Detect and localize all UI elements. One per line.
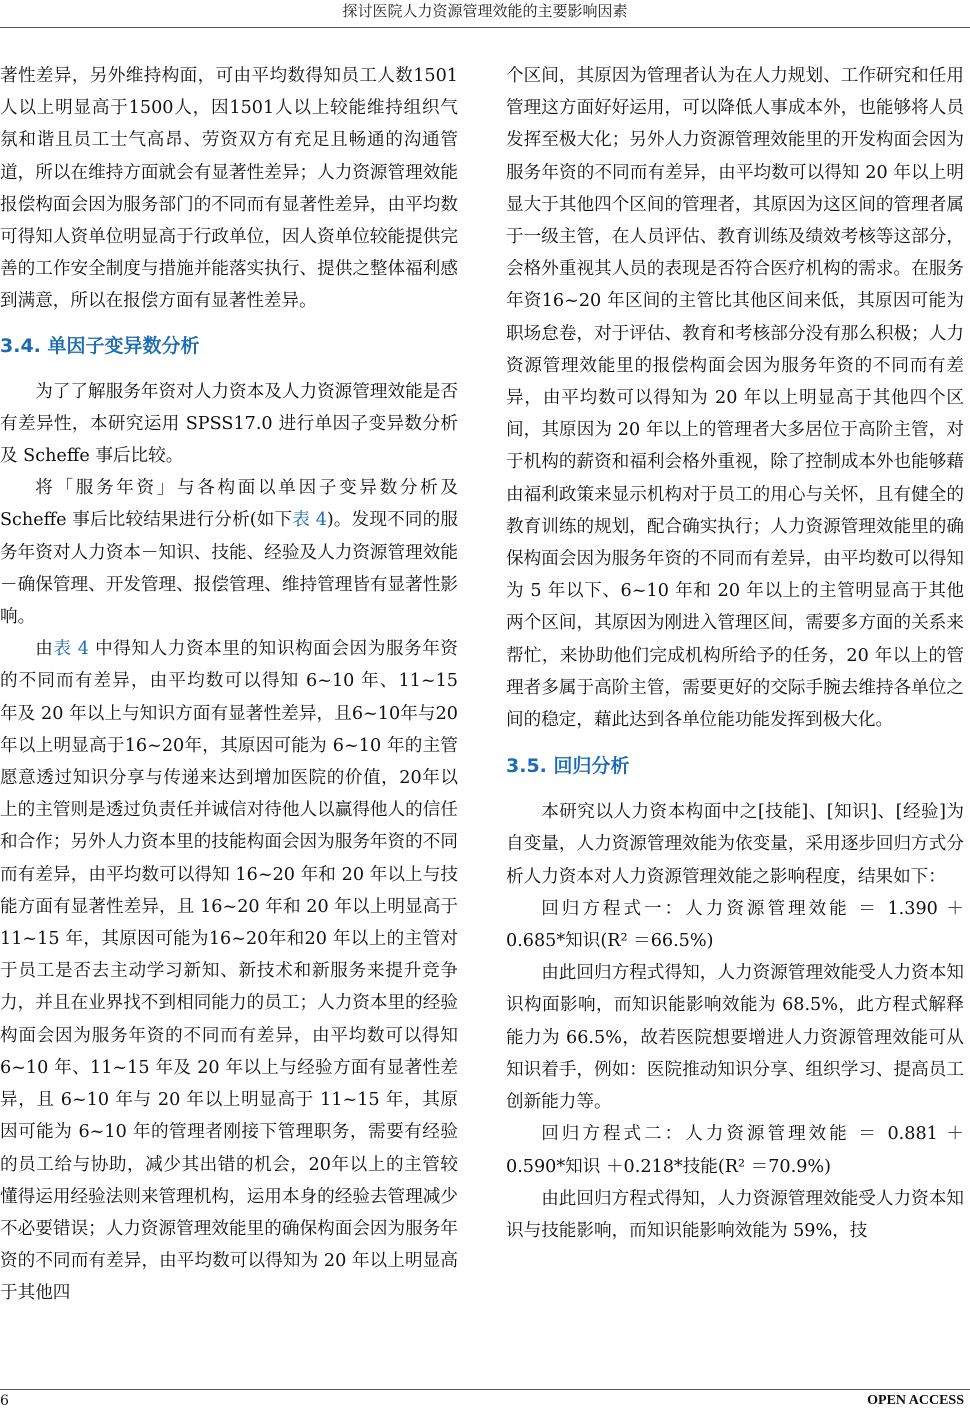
- section-heading-3-5: 3.5. 回归分析: [506, 755, 630, 778]
- paragraph: [0, 633, 458, 1309]
- text-span: )。发现不同的服务年资对人力资本－知识、技能、经验及人力资源管理效能－确保管理、开发管理、报偿管理、维持管理皆有显著性影响。: [0, 510, 458, 628]
- table-4-link[interactable]: 表 4: [292, 510, 327, 531]
- text-span: 将「服务年资」与各构面以单因子变异数分析及 Scheffe 事后比较结果进行分析(如下: [0, 478, 458, 531]
- right-column: [506, 60, 964, 1247]
- header-rule: [0, 27, 970, 28]
- regression-equation-2: 回归方程式二：人力资源管理效能 ＝ 0.881 ＋ 0.590*知识 ＋0.218*技能(R² ＝70.9%): [506, 1124, 964, 1177]
- table-4-link[interactable]: 表 4: [53, 639, 89, 660]
- text-span: 中得知人力资本里的知识构面会因为服务年资的不同而有差异，由平均数可以得知 6~10 年、11~15 年及 20 年以上与知识方面有显著性差异，且6~10年与20年以上明显高于16~20年，其原因可能为 6~10 年的主管愿意透过知识分享与传递来达到增加医院的价值，20年以上的主管则是透过负责任并诚信对待他人以赢得他人的信任和合作；另外人力资本里的技能构面会因为服务年资的不同而有差异，由平均数可以得知 16~20 年和 20 年以上与技能方面有显著性差异，且 16~20 年和 20 年以上明显高于 11~15 年，其原因可能为16~20年和20 年以上的主管对于员工是否去主动学习新知、新技术和新服务来提升竞争力，并且在业界找不到相同能力的员工；人力资本里的经验构面会因为服务年资的不同而有差异，由平均数可以得知 6~10 年、11~15 年及 20 年以上与经验方面有显著性差异，且 6~10 年与 20 年以上明显高于 11~15 年，其原因可能为 6~10 年的管理者刚接下管理职务，需要有经验的员工给与协助，减少其出错的机会，20年以上的主管较懂得运用经验法则来管理机构，运用本身的经验去管理减少不必要错误；人力资源管理效能里的确保构面会因为服务年资的不同而有差异，由平均数可以得知为 20 年以上明显高于其他四: [0, 639, 458, 1304]
- page-number: 6: [0, 1393, 9, 1409]
- paragraph: 为了了解服务年资对人力资本及人力资源管理效能是否有差异性，本研究运用 SPSS17.0 进行单因子变异数分析及 Scheffe 事后比较。: [0, 381, 458, 467]
- paragraph: 著性差异，另外维持构面，可由平均数得知员工人数1501人以上明显高于1500人，因1501人以上较能维持组织气氛和谐且员工士气高昂、劳资双方有充足且畅通的沟通管道，所以在维持方面就会有显著性差异；人力资源管理效能报偿构面会因为服务部门的不同而有显著性差异，由平均数可得知人资单位明显高于行政单位，因人资单位较能提供完善的工作安全制度与措施并能落实执行、提供之整体福利感到满意，所以在报偿方面有显著性差异。: [0, 66, 458, 312]
- section-heading-3-4: 3.4. 单因子变异数分析: [0, 334, 200, 357]
- paragraph: 由此回归方程式得知，人力资源管理效能受人力资本知识构面影响，而知识能影响效能为 68.5%，此方程式解释能力为 66.5%，故若医院想要增进人力资源管理效能可从知识着手，例如：医院推动知识分享、组织学习、提高员工创新能力等。: [506, 963, 964, 1113]
- paragraph: 本研究以人力资本构面中之[技能]、[知识]、[经验]为自变量，人力资源管理效能为依变量，采用逐步回归方式分析人力资本对人力资源管理效能之影响程度，结果如下：: [506, 802, 964, 887]
- text-span: 由: [35, 639, 54, 660]
- footer-rule: [0, 1389, 970, 1390]
- open-access-label: OPEN ACCESS: [867, 1393, 964, 1408]
- regression-equation-1: 回归方程式一：人力资源管理效能 ＝ 1.390 ＋ 0.685*知识(R² ＝66.5%): [506, 898, 964, 952]
- paragraph: 由此回归方程式得知，人力资源管理效能受人力资本知识与技能影响，而知识能影响效能为 59%，技: [506, 1188, 964, 1241]
- paragraph: 个区间，其原因为管理者认为在人力规划、工作研究和任用管理这方面好好运用，可以降低人事成本外，也能够将人员发挥至极大化；另外人力资源管理效能里的开发构面会因为服务年资的不同而有差异，由平均数可以得知 20 年以上明显大于其他四个区间的管理者，其原因为这区间的管理者属于一级主管，在人员评估、教育训练及绩效考核等这部分，会格外重视其人员的表现是否符合医疗机构的需求。在服务年资16~20 年区间的主管比其他区间来低，其原因可能为职场怠卷，对于评估、教育和考核部分没有那么积极；人力资源管理效能里的报偿构面会因为服务年资的不同而有差异，由平均数可以得知为 20 年以上明显高于其他四个区间，其原因为 20 年以上的管理者大多居位于高阶主管，对于机构的薪资和福利会格外重视，除了控制成本外也能够藉由福利政策来显示机构对于员工的用心与关怀，且有健全的教育训练的规划，配合确实执行；人力资源管理效能里的确保构面会因为服务年资的不同而有差异，由平均数可以得知为 5 年以下、6~10 年和 20 年以上的主管明显高于其他两个区间，其原因为刚进入管理区间，需要多方面的关系来帮忙，来协助他们完成机构所给予的任务，20 年以上的管理者多属于高阶主管，需要更好的交际手腕去维持各单位之间的稳定，藉此达到各单位能功能发挥到极大化。: [506, 66, 964, 731]
- paragraph: [0, 472, 458, 633]
- running-header: 探讨医院人力资源管理效能的主要影响因素: [342, 2, 628, 20]
- left-column: [0, 60, 458, 1310]
